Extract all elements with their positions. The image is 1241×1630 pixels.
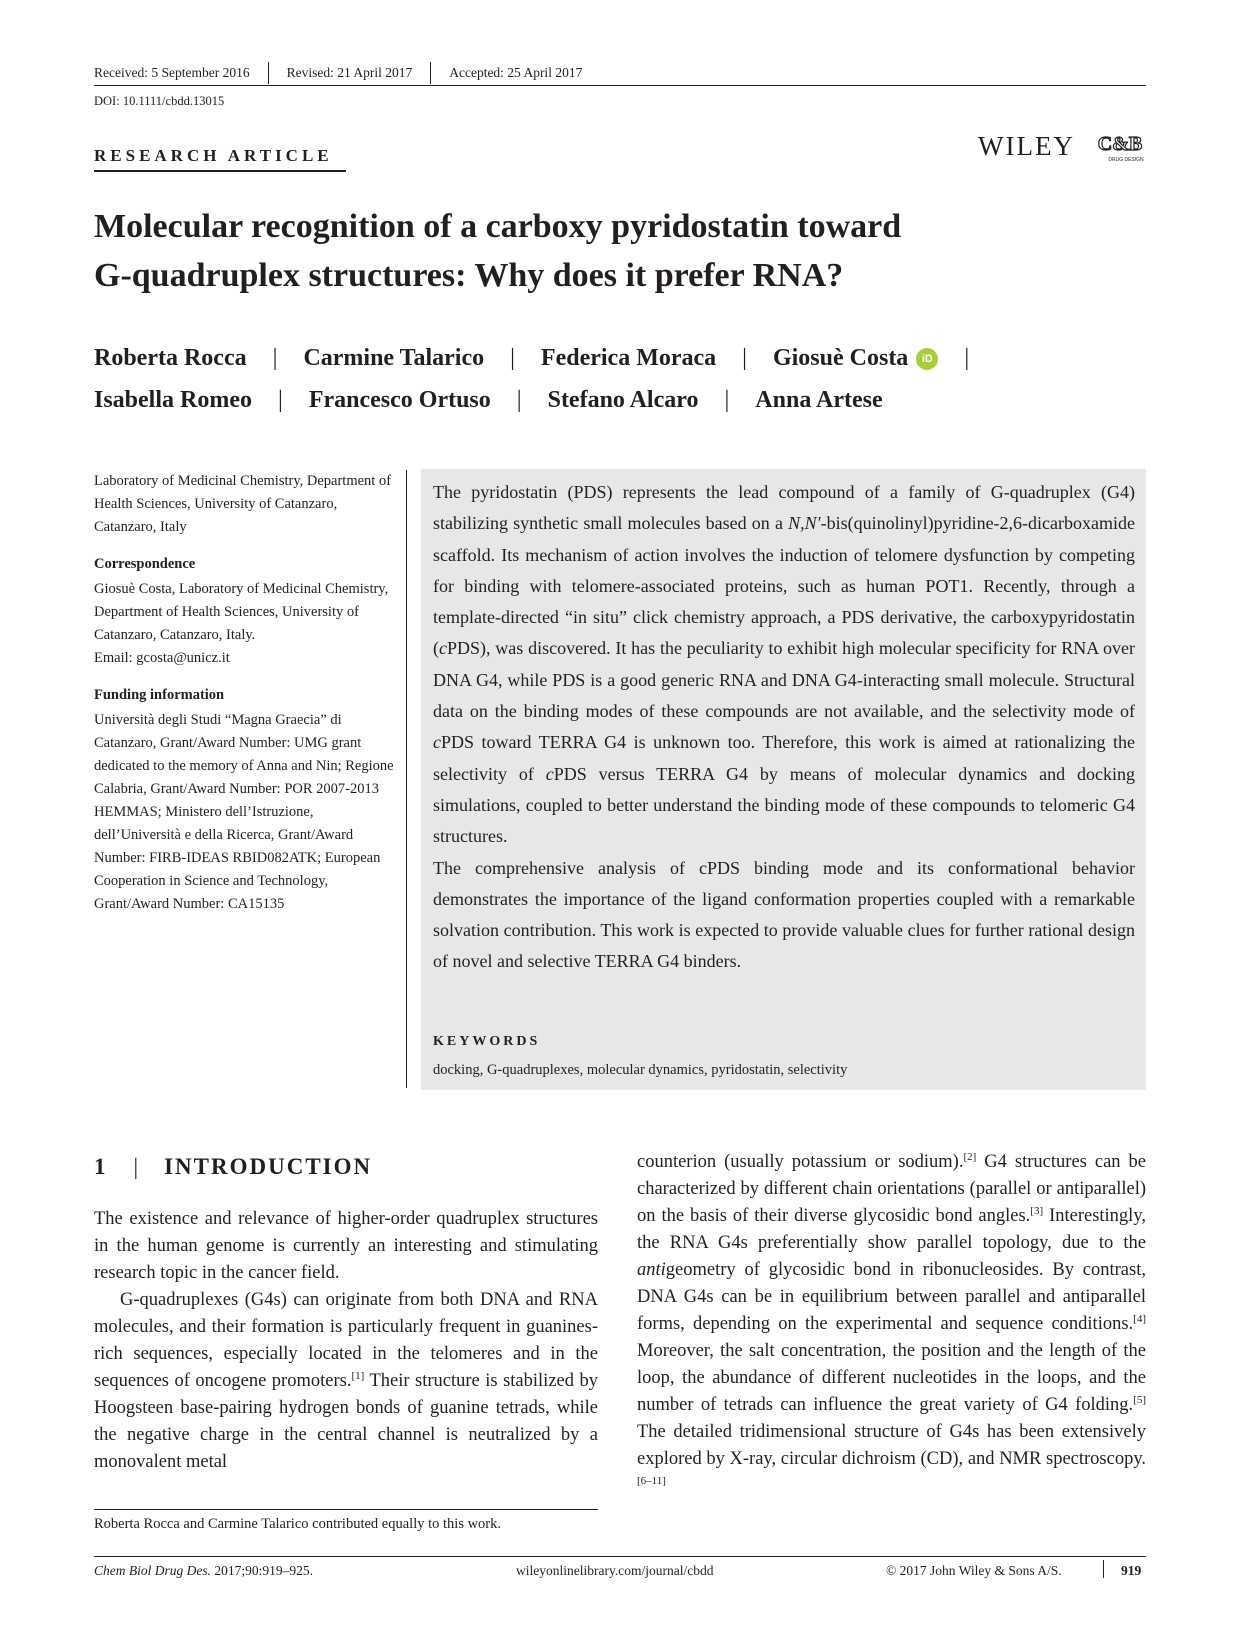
correspondence-email[interactable]: Email: gcosta@unicz.it: [94, 650, 230, 666]
citation-link[interactable]: [2]: [963, 1150, 977, 1163]
body-paragraph: The existence and relevance of higher-order quadruplex structures in the human genome is currently an interesting and stimulating research topic in the cancer field.: [94, 1209, 598, 1283]
article-dates: [94, 62, 582, 84]
body-italic: anti: [637, 1260, 666, 1280]
author-name[interactable]: Anna Artese: [755, 387, 883, 413]
abstract-italic: c: [433, 732, 441, 753]
keywords-heading: KEYWORDS: [433, 1034, 541, 1049]
abstract-text-span: PDS), was discovered. It has the peculiarity to exhibit high molecular specificity for RNA over DNA G4, while PDS is a good generic RNA and DNA G4-interacting small molecule. Structural data on the binding modes of these compounds are not available, and the selectivity mode of: [433, 638, 1135, 722]
accepted-date: Accepted: 25 April 2017: [449, 65, 583, 80]
doi[interactable]: DOI: 10.1111/cbdd.13015: [94, 94, 225, 108]
author-name[interactable]: Francesco Ortuso: [308, 387, 491, 413]
abstract-italic: N,N′: [788, 513, 821, 534]
header-rule: [94, 85, 1146, 86]
author-name[interactable]: Giosuè Costa: [772, 345, 909, 371]
body-text-span: Interestingly, the RNA G4s preferentially show parallel topology, due to the: [637, 1206, 1146, 1253]
abstract-text-span: PDS toward TERRA G4 is unknown too. Therefore, this work is aimed at rationalizing the selectivity of: [433, 732, 1135, 784]
author-name[interactable]: Roberta Rocca: [94, 345, 247, 371]
abstract-italic: c: [545, 763, 554, 784]
author-separator: |: [724, 387, 730, 413]
abstract-text-span: The pyridostatin (PDS) represents the lead compound of a family of G-quadruplex (G4) stabilizing synthetic small molecules based on a: [433, 482, 1135, 534]
correspondence-heading: Correspondence: [94, 556, 196, 572]
author-list-row-1: [94, 345, 1094, 372]
author-list-row-2: [94, 387, 1094, 414]
section-heading: [94, 1154, 372, 1180]
journal-url[interactable]: wileyonlinelibrary.com/journal/cbdd: [516, 1563, 714, 1578]
article-type: RESEARCH ARTICLE: [94, 146, 333, 165]
date-divider: [268, 62, 269, 84]
affiliation: Laboratory of Medicinal Chemistry, Department of Health Sciences, University of Catanzaro, Catanzaro, Italy: [94, 473, 392, 535]
body-text-span: counterion (usually potassium or sodium).: [637, 1152, 964, 1172]
funding-heading: Funding information: [94, 687, 225, 703]
footer-rule: [94, 1556, 1146, 1557]
citation-link[interactable]: [3]: [1030, 1204, 1044, 1217]
body-paragraph: [94, 1287, 598, 1476]
section-separator: |: [133, 1154, 139, 1179]
author-name[interactable]: Federica Moraca: [540, 345, 717, 371]
body-column-right: [637, 1149, 1146, 1500]
keywords: docking, G-quadruplexes, molecular dynamics, pyridostatin, selectivity: [433, 1062, 848, 1078]
citation-link[interactable]: [4]: [1133, 1312, 1146, 1325]
title-line-1: Molecular recognition of a carboxy pyridostatin toward: [94, 208, 902, 245]
author-separator: |: [516, 387, 522, 413]
svg-text:C&B: C&B: [1097, 133, 1143, 155]
citation-link[interactable]: [6–11]: [637, 1474, 666, 1487]
citation-link[interactable]: [1]: [351, 1369, 365, 1382]
body-column-left: [94, 1206, 598, 1476]
svg-text:DRUG DESIGN: DRUG DESIGN: [1108, 157, 1144, 163]
column-divider: [406, 470, 407, 1088]
journal-name: Chem Biol Drug Des.: [94, 1563, 211, 1578]
publisher-logo: WILEY: [978, 131, 1075, 161]
date-divider: [430, 62, 431, 84]
author-separator: |: [272, 345, 278, 371]
footnote-rule: [94, 1509, 598, 1510]
body-text-span: geometry of glycosidic bond in ribonucleosides. By contrast, DNA G4s can be in equilibrium between parallel and antiparallel forms, depending on the experimental and sequence conditions.: [637, 1260, 1146, 1334]
author-separator: |: [964, 345, 970, 371]
orcid-icon[interactable]: iD: [916, 348, 938, 370]
author-name[interactable]: Stefano Alcaro: [547, 387, 699, 413]
body-text-span: Their structure is stabilized by Hoogsteen base-pairing hydrogen bonds of guanine tetrads, while the negative charge in the central channel is neutralized by a monovalent metal: [94, 1371, 598, 1472]
author-separator: |: [742, 345, 747, 371]
author-separator: |: [278, 387, 283, 413]
body-text-span: G4 structures can be characterized by different chain orientations (parallel or antiparallel) on the basis of their diverse glycosidic bond angles.: [637, 1152, 1147, 1226]
footer-citation: [94, 1563, 313, 1579]
funding-text: Università degli Studi “Magna Graecia” di Catanzaro, Grant/Award Number: UMG grant dedicated to the memory of Anna and Nin; Regione Calabria, Grant/Award Number: POR 2007-2013 HEMMAS; Ministero dell’Istruzione, dell’Università e della Ricerca, Grant/Award Number: FIRB-IDEAS RBID082ATK; European Cooperation in Science and Technology, Grant/Award Number: CA15135: [94, 712, 394, 912]
abstract-text-span: -bis(quinolinyl)pyridine-2,6-dicarboxamide scaffold. Its mechanism of action involves the induction of telomere dysfunction by competing for binding with telomere-associated proteins, such as human POT1. Recently, through a template-directed “in situ” click chemistry approach, a PDS derivative, the carboxypyridostatin (: [433, 513, 1135, 659]
footer-divider: [1103, 1560, 1104, 1578]
body-text-span: Moreover, the salt concentration, the position and the length of the loop, the abundance of different nucleotides in the loops, and the number of tetrads can influence the great variety of G4 folding.: [637, 1341, 1146, 1415]
correspondence-text: Giosuè Costa, Laboratory of Medicinal Chemistry, Department of Health Sciences, University of Catanzaro, Catanzaro, Italy.: [94, 581, 389, 643]
abstract-paragraph-1: [433, 477, 1135, 853]
section-number: 1: [94, 1154, 108, 1179]
article-type-underline: [94, 170, 346, 172]
abstract: [433, 477, 1135, 978]
author-name[interactable]: Carmine Talarico: [303, 345, 485, 371]
article-title: [94, 202, 1054, 300]
page-number: 919: [1121, 1563, 1142, 1578]
received-date: Received: 5 September 2016: [94, 65, 250, 80]
copyright: © 2017 John Wiley & Sons A/S.: [886, 1563, 1062, 1578]
author-name[interactable]: Isabella Romeo: [94, 387, 252, 413]
abstract-text-span: PDS versus TERRA G4 by means of molecular dynamics and docking simulations, coupled to better understand the binding mode of these compounds to telomeric G4 structures.: [433, 763, 1135, 847]
footnote: Roberta Rocca and Carmine Talarico contributed equally to this work.: [94, 1516, 502, 1532]
citation-detail: 2017;90:919–925.: [211, 1563, 314, 1578]
body-paragraph: [637, 1149, 1146, 1500]
abstract-italic: c: [439, 638, 447, 659]
affiliation-column: [94, 470, 394, 916]
abstract-paragraph-2: The comprehensive analysis of cPDS binding mode and its conformational behavior demonstrates the importance of the ligand conformation properties coupled with a remarkable solvation contribution. This work is expected to provide valuable clues for further rational design of novel and selective TERRA G4 binders.: [433, 857, 1135, 972]
title-line-2: G-quadruplex structures: Why does it prefer RNA?: [94, 257, 844, 294]
revised-date: Revised: 21 April 2017: [286, 65, 413, 80]
section-title: INTRODUCTION: [164, 1154, 373, 1179]
journal-logo-icon: [1096, 128, 1144, 164]
author-separator: |: [510, 345, 515, 371]
body-text-span: G-quadruplexes (G4s) can originate from both DNA and RNA molecules, and their formation is particularly frequent in guanines-rich sequences, especially located in the telomeres and in the sequences of oncogene promoters.: [94, 1290, 598, 1391]
citation-link[interactable]: [5]: [1133, 1393, 1146, 1406]
body-text-span: The detailed tridimensional structure of G4s has been extensively explored by X-ray, circular dichroism (CD), and NMR spectroscopy.: [637, 1422, 1146, 1469]
